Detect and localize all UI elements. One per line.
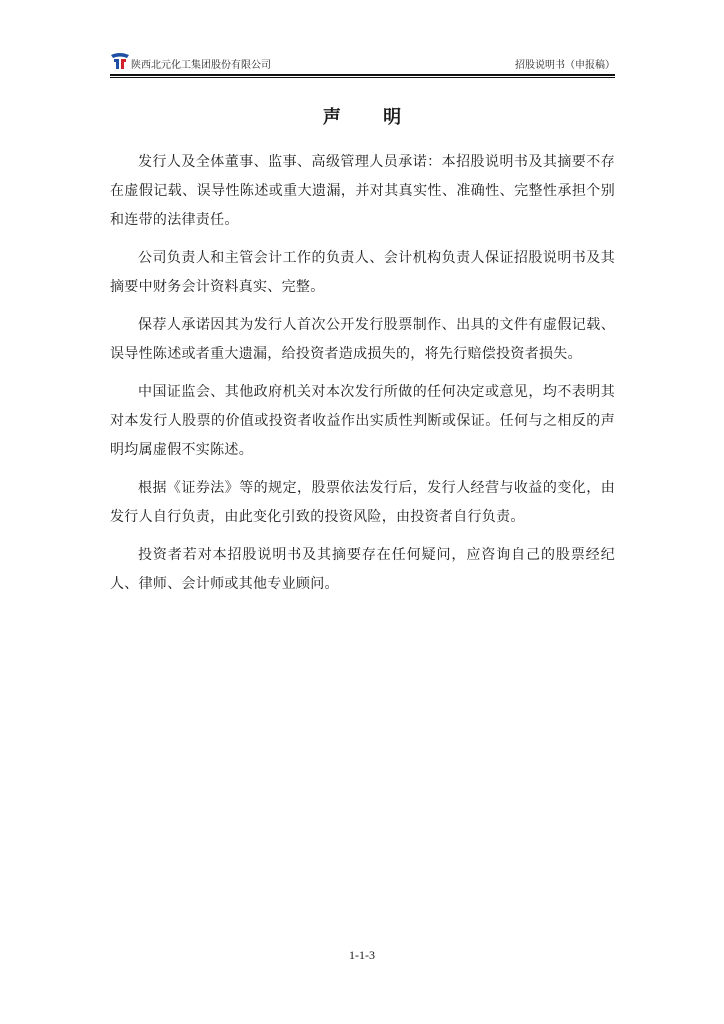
document-type: 招股说明书（申报稿） — [515, 60, 615, 71]
statement-body — [110, 148, 615, 608]
page-header — [110, 50, 615, 74]
paragraph: 保荐人承诺因其为发行人首次公开发行股票制作、出具的文件有虚假记载、误导性陈述或者重大遗漏，给投资者造成损失的，将先行赔偿投资者损失。 — [110, 317, 615, 362]
paragraph: 根据《证券法》等的规定，股票依法发行后，发行人经营与收益的变化，由发行人自行负责，由此变化引致的投资风险，由投资者自行负责。 — [110, 480, 615, 525]
company-name: 陕西北元化工集团股份有限公司 — [131, 60, 271, 71]
page-number: 1-1-3 — [349, 948, 375, 962]
page-title: 声 明 — [322, 107, 420, 128]
paragraph: 公司负责人和主管会计工作的负责人、会计机构负责人保证招股说明书及其摘要中财务会计资料真实、完整。 — [110, 250, 615, 295]
paragraph: 发行人及全体董事、监事、高级管理人员承诺：本招股说明书及其摘要不存在虚假记载、误导性陈述或重大遗漏，并对其真实性、准确性、完整性承担个别和连带的法律责任。 — [110, 154, 615, 228]
paragraph: 投资者若对本招股说明书及其摘要存在任何疑问，应咨询自己的股票经纪人、律师、会计师或其他专业顾问。 — [110, 547, 615, 592]
paragraph: 中国证监会、其他政府机关对本次发行所做的任何决定或意见，均不表明其对本发行人股票的价值或投资者收益作出实质性判断或保证。任何与之相反的声明均属虚假不实陈述。 — [110, 384, 615, 458]
company-logo-icon — [110, 52, 130, 70]
header-rule — [110, 74, 615, 78]
